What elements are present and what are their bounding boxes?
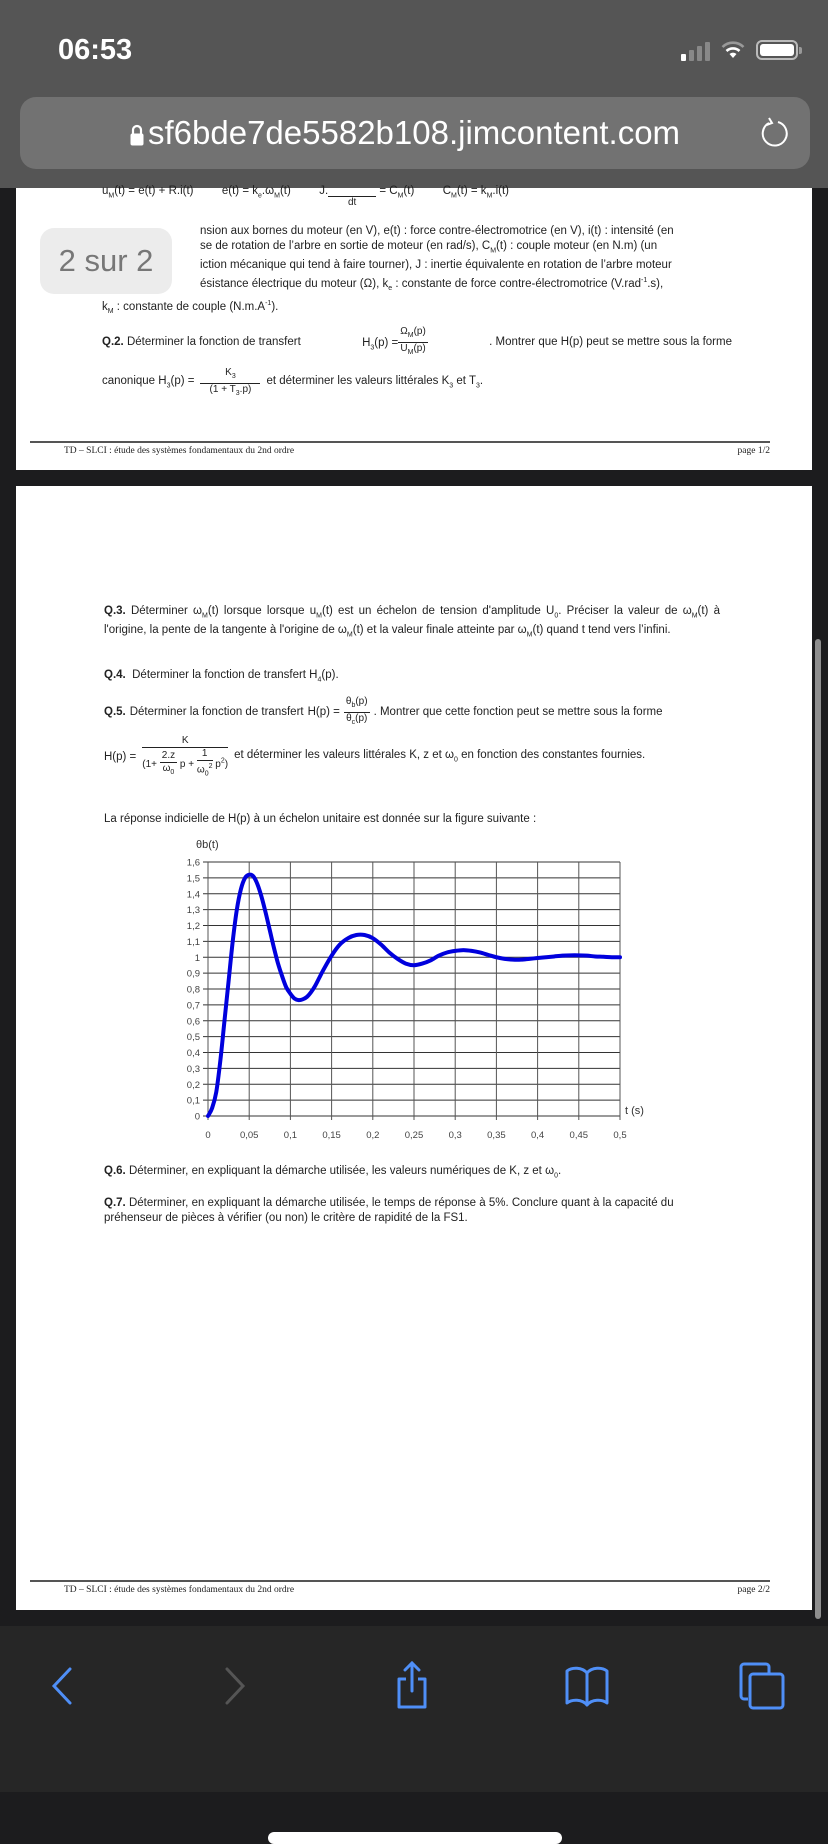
y-tick-label: 0,9 — [186, 968, 200, 980]
home-indicator[interactable] — [268, 1832, 562, 1844]
chevron-left-icon — [50, 1666, 74, 1706]
book-icon — [564, 1665, 610, 1707]
y-tick-label: 1,5 — [186, 873, 200, 885]
x-tick-label: 0,5 — [613, 1130, 627, 1141]
scrollbar[interactable] — [815, 639, 821, 1619]
url-text[interactable]: sf6bde7de5582b108.jimcontent.com — [148, 114, 681, 151]
x-tick-label: 0,35 — [487, 1130, 506, 1141]
y-tick-label: 1,1 — [186, 936, 200, 948]
definition-line: iction mécanique qui tend à faire tourner), J : inertie équivalente en rotation de l’arbre moteur — [200, 259, 672, 272]
definition-line: se de rotation de l’arbre en sortie de moteur (en rad/s), $C_M(t)$ : couple moteur (en N.m) (un — [200, 240, 658, 255]
reload-icon[interactable] — [756, 115, 792, 151]
y-tick-label: 1,3 — [186, 905, 200, 917]
question-q5: Q.5. Déterminer la fonction de transfert H(p) = $\frac{\theta_b(p)}{\theta_c(p)}$ . Montrer que cette fonction peut se mettre sous la forme H(p) = K (1+ $\frac{2.z}{\omega_0}$ p + $\frac{1}{\omega_0^2}$ $p^2$) et déterminer les valeurs littérales K, z et $\omega_0$ en fonction des constantes fournies. — [104, 696, 663, 778]
y-tick-label: 0,6 — [186, 1016, 200, 1028]
share-button[interactable] — [382, 1656, 442, 1716]
question-q3: Q.3. Déterminer $\omega_M(t)$ lorsque lorsque $u_M(t)$ est un échelon de tension d'amplitude $U_0$. Préciser la valeur de $\omega_M(t)$ à l'origine, la pente de la tangente à l'origine de $\omega_M(t)$ et la valeur finale atteinte par $\omega_M(t)$ quand t tend vers l’infini. — [104, 605, 720, 639]
footer-rule — [30, 441, 770, 443]
y-tick-label: 1 — [194, 952, 200, 964]
share-icon — [395, 1661, 429, 1711]
chevron-right-icon — [223, 1666, 247, 1706]
y-tick-label: 0,7 — [186, 1000, 200, 1012]
definition-line: $k_M$ : constante de couple $(N.m.A^{-1})$. — [102, 300, 279, 316]
x-tick-label: 0,2 — [366, 1130, 380, 1141]
question-q7: Q.7. Déterminer, en expliquant la démarche utilisée, le temps de réponse à 5%. Conclure quant à la capacité du préhenseur de pièces à vérifier (ou non) le critère de rapidité de la FS1. — [104, 1197, 674, 1224]
step-response-chart — [156, 832, 686, 1142]
back-button[interactable] — [32, 1656, 92, 1716]
page-indicator: 2 sur 2 — [40, 228, 172, 294]
x-tick-label: 0,4 — [530, 1130, 545, 1141]
definitions-paragraph — [102, 224, 732, 320]
footer-page-number: page 1/2 — [737, 446, 770, 456]
status-icons — [681, 38, 798, 62]
footer-title: TD – SLCI : étude des systèmes fondamentaux du 2nd ordre — [64, 446, 295, 456]
y-tick-label: 0,2 — [186, 1079, 200, 1091]
x-tick-label: 0,1 — [283, 1130, 298, 1141]
y-tick-label: 0,3 — [186, 1063, 200, 1075]
footer-rule — [30, 1580, 770, 1582]
y-tick-label: 1,6 — [186, 857, 200, 869]
equation-4: $C_M(t) = k_M.i(t)$ — [442, 185, 510, 200]
equation-1: $u_M(t) = e(t) + R.i(t)$ — [102, 185, 194, 200]
x-tick-label: 0,05 — [239, 1130, 259, 1141]
x-tick-label: 0,45 — [569, 1130, 589, 1141]
url-bar[interactable] — [20, 97, 810, 169]
x-tick-label: 0 — [205, 1130, 211, 1141]
tabs-icon — [738, 1661, 786, 1711]
y-tick-label: 0,5 — [186, 1032, 200, 1044]
status-time: 06:53 — [58, 34, 133, 66]
y-tick-label: 0,1 — [186, 1095, 200, 1107]
bookmarks-button[interactable] — [557, 1656, 617, 1716]
question-q2: Q.2. Déterminer la fonction de transfert $H_3(p)$ = $\frac{\Omega_M(p)}{U_M(p)}$ . Montrer que H(p) peut se mettre sous la forme canonique $H_3(p)$ = $\frac{K_3}{(1 + T_3.p)}$ et déterminer les valeurs littérales $K_3$ et $T_3$. — [102, 326, 732, 397]
tabs-button[interactable] — [732, 1656, 792, 1716]
y-tick-label: 0,8 — [186, 984, 200, 996]
equation-2: $e(t) = k_e.\omega_M(t)$ — [221, 185, 291, 200]
x-axis-label: t (s) — [625, 1105, 644, 1117]
y-tick-label: 0 — [194, 1111, 200, 1123]
question-q4: Q.4. Déterminer la fonction de transfert $H_4(p)$. — [104, 669, 339, 684]
battery-icon — [756, 40, 798, 60]
figure-intro: La réponse indicielle de H(p) à un échelon unitaire est donnée sur la figure suivante : — [104, 813, 537, 825]
cellular-signal-icon — [681, 39, 710, 61]
question-q6: Q.6. Déterminer, en expliquant la démarche utilisée, les valeurs numériques de K, z et $\omega_0$. — [104, 1165, 562, 1180]
wifi-icon — [720, 40, 746, 60]
y-axis-label: θb(t) — [196, 839, 219, 851]
motor-equations — [102, 184, 509, 209]
lock-icon — [130, 124, 144, 146]
browser-top-bar — [0, 0, 828, 188]
browser-bottom-toolbar — [0, 1626, 828, 1792]
y-tick-label: 1,4 — [186, 889, 200, 901]
definition-line: ésistance électrique du moteur (Ω), $k_e$ : constante de force contre-électromotrice (V.rad$^{-1}$.s), — [200, 277, 664, 293]
equation-3: J. dt = $C_M(t)$ — [319, 185, 415, 208]
footer-title: TD – SLCI : étude des systèmes fondamentaux du 2nd ordre — [64, 1585, 295, 1595]
x-tick-label: 0,3 — [448, 1130, 462, 1141]
pdf-page-2 — [16, 486, 812, 1610]
y-tick-label: 0,4 — [186, 1048, 200, 1059]
x-tick-label: 0,25 — [404, 1130, 424, 1141]
y-tick-label: 1,2 — [186, 921, 200, 932]
footer-page-number: page 2/2 — [737, 1585, 770, 1595]
x-tick-label: 0,15 — [322, 1130, 341, 1141]
definition-line: nsion aux bornes du moteur (en V), e(t) : force contre-électromotrice (en V), i(t) : intensité (en — [200, 225, 674, 237]
forward-button[interactable] — [205, 1656, 265, 1716]
